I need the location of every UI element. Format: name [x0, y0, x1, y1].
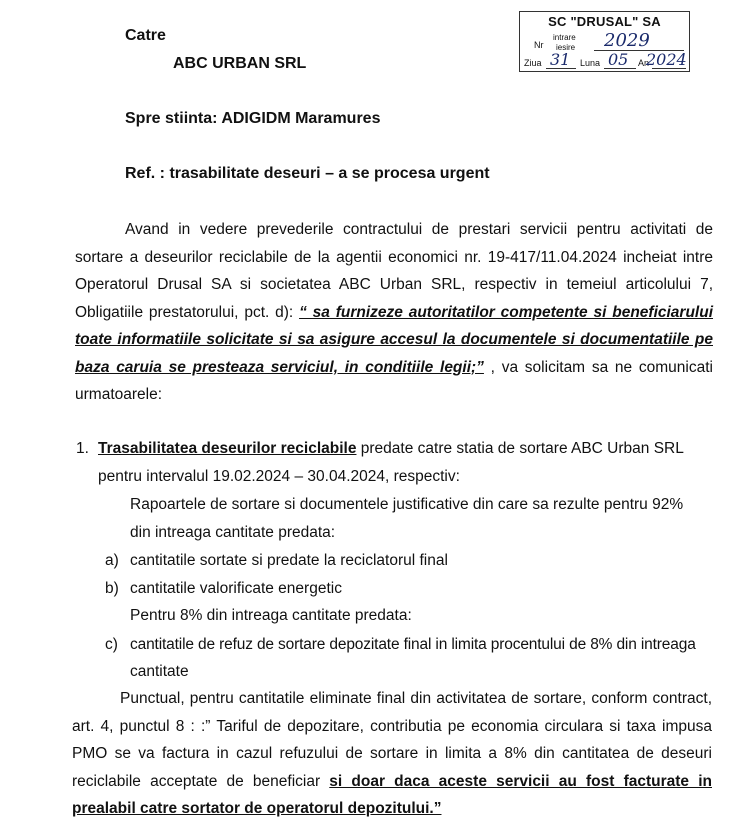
intro-text-2: , va solicitam sa ne comunicati urmatoarele: — [75, 358, 713, 403]
item-1-title: Trasabilitatea deseurilor reciclabile — [98, 440, 357, 457]
spre-stiinta: Spre stiinta: ADIGIDM Maramures — [125, 110, 381, 127]
stamp-ziua-value: 31 — [550, 50, 571, 69]
item-1-line-2: pentru intervalul 19.02.2024 – 30.04.2024, respectiv: — [98, 468, 460, 485]
stamp-ziua-label: Ziua — [524, 58, 542, 68]
item-b-label: b) — [105, 580, 119, 597]
item-b-text: cantitatile valorificate energetic — [130, 580, 342, 597]
punctual-paragraph — [72, 685, 712, 823]
stamp-luna-label: Luna — [580, 58, 601, 68]
intro-text-1: Avand in vedere prevederile contractului de prestari servicii pentru activitati de sortare a deseurilor reciclabile de la agentii economici nr. 19-417/11.04.2024 incheiat intre Operatorul Drusal SA si societatea ABC Urban SRL, respectiv in temeiul articolului 7, Obligatiile prestatorului, pct. d): — [75, 221, 713, 321]
rapoarte-line-1: Rapoartele de sortare si documentele justificative din care sa rezulte pentru 92% — [130, 496, 684, 513]
catre-label: Catre — [125, 27, 166, 44]
reference-line: Ref. : trasabilitate deseuri – a se procesa urgent — [125, 165, 490, 182]
stamp-nr-label: Nr — [534, 40, 544, 50]
stamp-nr-value: 2029 — [604, 30, 650, 51]
item-1-line-1 — [98, 435, 684, 463]
item-1-number: 1. — [76, 440, 89, 457]
item-a-text: cantitatile sortate si predate la reciclatorul final — [130, 552, 448, 569]
stamp-intrare-label: intrare — [553, 33, 576, 42]
item-c-label: c) — [105, 636, 118, 653]
stamp-iesire-label: iesire — [556, 43, 576, 52]
stamp-an-label: An — [638, 58, 650, 68]
item-1-text-1: predate catre statia de sortare ABC Urban SRL — [356, 440, 684, 457]
stamp-company: SC "DRUSAL" SA — [548, 14, 661, 29]
item-a-label: a) — [105, 552, 119, 569]
recipient-name: ABC URBAN SRL — [173, 55, 307, 72]
intro-paragraph — [75, 216, 713, 409]
stamp-luna-value: 05 — [608, 50, 629, 69]
item-c-text-2: cantitate — [130, 663, 189, 680]
item-c-text-1: cantitatile de refuz de sortare depozitate final in limita procentului de 8% din intreaga — [130, 636, 696, 653]
contract-quote: “ sa furnizeze autoritatilor competente si beneficiarului toate informatiile solicitate si sa asigure accesul la documentele si documentatiile pe baza caruia se presteaza serviciul, in conditiile legii;” — [75, 303, 714, 376]
rapoarte-line-2: din intreaga cantitate predata: — [130, 524, 336, 541]
stamp-an-value: 2024 — [646, 50, 687, 69]
pentru-8-line: Pentru 8% din intreaga cantitate predata: — [130, 607, 412, 624]
punctual-text: Punctual, pentru cantitatile eliminate final din activitatea de sortare, conform contract, art. 4, punctul 8 : :” Tariful de depozitare, contributia pe economia circulara si taxa impusa PMO se va factura in cazul refuzului de sortare in limita a 8% din cantitatea de deseuri reciclabile acceptate de beneficiar — [72, 690, 712, 790]
punctual-bold: si doar daca aceste servicii au fost facturate in prealabil catre sortator de operatorul depozitului.” — [72, 772, 712, 817]
registration-stamp — [519, 11, 690, 72]
